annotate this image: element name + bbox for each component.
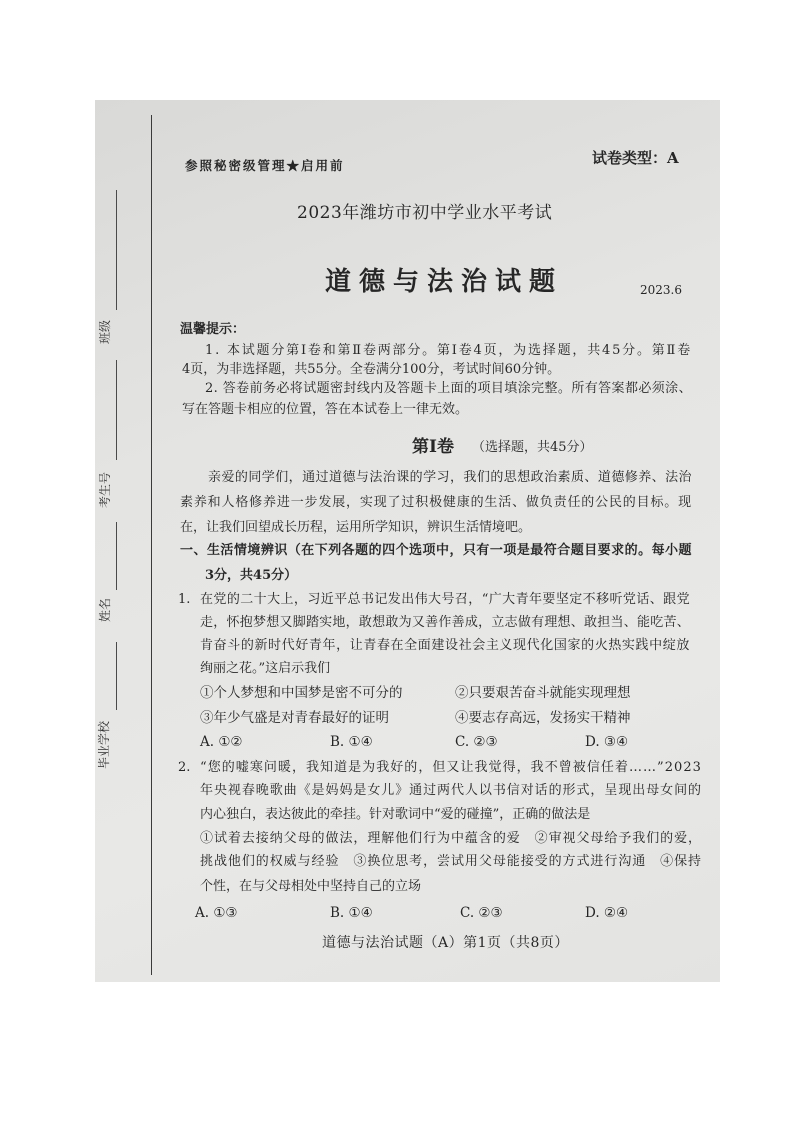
intro-line: 素养和人格修养进一步发展，实现了过积极健康的生活、做负责任的公民的目标。现 [180, 495, 692, 510]
exam-title: 2023年潍坊市初中学业水平考试 [297, 203, 553, 223]
class-label: 班级 [98, 320, 112, 345]
student-number-label: 考生号 [98, 472, 112, 509]
student-number-blank-line [116, 360, 117, 460]
statement: ②只要艰苦奋斗就能实现理想 [455, 685, 631, 701]
name-blank-line [116, 522, 117, 590]
name-label: 姓名 [98, 598, 112, 623]
school-label: 毕业学校 [97, 721, 111, 770]
intro-line: 在，让我们回望成长历程，运用所学知识，辨识生活情境吧。 [180, 520, 532, 535]
exam-date: 2023.6 [640, 283, 682, 297]
question-stem-line: 内心独白，表达彼此的牵挂。针对歌词中“爱的碰撞”，正确的做法是 [200, 807, 591, 822]
question-stem-line: 个性，在与父母相处中坚持自己的立场 [200, 879, 422, 894]
answer-option-c: C. ②③ [455, 734, 498, 750]
statement: ①个人梦想和中国梦是密不可分的 [200, 685, 403, 701]
section-subtitle: （选择题，共45分） [472, 440, 593, 455]
page-footer: 道德与法治试题（A）第1页（共8页） [322, 935, 569, 951]
answer-option-d: D. ②④ [585, 905, 629, 921]
question-stem-line: 在党的二十大上，习近平总书记发出伟大号召，“广大青年要坚定不移听党话、跟党 [200, 592, 690, 607]
question-stem-line: 肯奋斗的新时代好青年，让青春在全面建设社会主义现代化国家的火热实践中绽放 [200, 638, 690, 653]
answer-option-b: B. ①④ [330, 905, 373, 921]
question-number: 1. [178, 592, 191, 607]
exam-paper [95, 100, 720, 982]
answer-option-d: D. ③④ [585, 734, 629, 750]
subject-title: 道德与法治试题 [325, 267, 564, 297]
school-blank-line [116, 642, 117, 710]
notice-line: 4页，为非选择题，共55分。全卷满分100分，考试时间60分钟。 [182, 362, 561, 377]
secrecy-level: 参照秘密级管理★启用前 [185, 158, 345, 173]
paper-type: 试卷类型：A [592, 149, 679, 167]
notice-line: 写在答题卡相应的位置，答在本试卷上一律无效。 [182, 402, 469, 417]
question-stem-line: 绚丽之花。”这启示我们 [200, 661, 331, 676]
answer-option-c: C. ②③ [460, 905, 503, 921]
section-title: 第Ⅰ卷 [412, 437, 454, 457]
question-stem-line: 挑战他们的权威与经验 ③换位思考，尝试用父母能接受的方式进行沟通 ④保持 [200, 854, 702, 869]
question-stem-line: 走，怀抱梦想又脚踏实地，敢想敢为又善作善成，立志做有理想、敢担当、能吃苦、 [200, 615, 690, 630]
notice-line: 1. 本试题分第Ⅰ卷和第Ⅱ卷两部分。第Ⅰ卷4页，为选择题，共45分。第Ⅱ卷 [205, 343, 692, 358]
question-stem-line: “您的嘘寒问暖，我知道是为我好的，但又让我觉得，我不曾被信任着……”2023 [200, 760, 702, 775]
answer-option-a: A. ①③ [195, 905, 238, 921]
statement: ④要志存高远，发扬实干精神 [455, 710, 631, 726]
binding-line [151, 115, 152, 975]
answer-option-a: A. ①② [200, 734, 243, 750]
question-number: 2. [178, 760, 191, 775]
question-stem-line: 年央视春晚歌曲《是妈妈是女儿》通过两代人以书信对话的形式，呈现出母女间的 [200, 783, 702, 798]
question-stem-line: ①试着去接纳父母的做法，理解他们行为中蕴含的爱 ②审视父母给予我们的爱， [200, 831, 702, 846]
intro-line: 亲爱的同学们，通过道德与法治课的学习，我们的思想政治素质、道德修养、法治 [208, 470, 692, 485]
notice-line: 2. 答卷前务必将试题密封线内及答题卡上面的项目填涂完整。所有答案都必须涂、 [205, 381, 692, 396]
part-heading: 一、生活情境辨识（在下列各题的四个选项中，只有一项是最符合题目要求的。每小题 [180, 543, 692, 558]
notice-heading: 温馨提示： [180, 322, 246, 337]
statement: ③年少气盛是对青春最好的证明 [200, 710, 389, 726]
answer-option-b: B. ①④ [330, 734, 373, 750]
part-heading: 3分，共45分） [205, 568, 298, 583]
class-blank-line [116, 190, 117, 310]
